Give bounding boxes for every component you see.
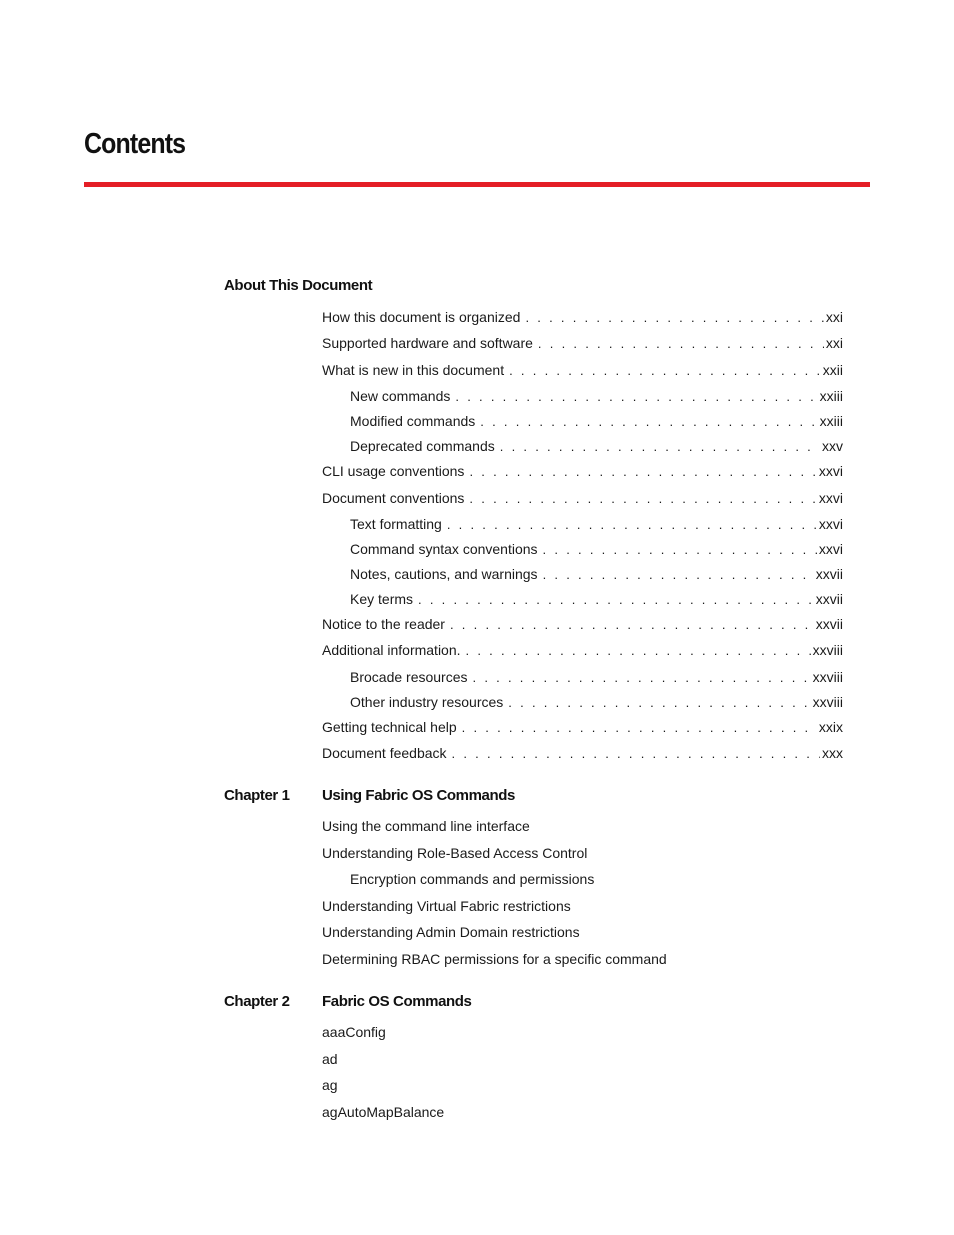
toc-entry-label: Document conventions: [322, 490, 465, 506]
toc-entry-label: How this document is organized: [322, 309, 521, 325]
toc-entry-label: Notes, cautions, and warnings: [350, 566, 538, 582]
toc-entry-technical-help[interactable]: [322, 718, 843, 737]
toc-entry-page: xxx: [822, 745, 843, 761]
toc-entry-how-organized[interactable]: [322, 308, 843, 327]
toc-entry-additional-info[interactable]: [322, 641, 843, 660]
leader-dots: [509, 362, 821, 380]
toc-entry-ad[interactable]: ad: [322, 1051, 338, 1067]
toc-entry-page: xxviii: [812, 669, 843, 685]
toc-entry-command-syntax[interactable]: [350, 540, 843, 559]
toc-entry-label: CLI usage conventions: [322, 463, 465, 479]
toc-entry-page: xxix: [818, 719, 843, 735]
toc-entry-cli[interactable]: Using the command line interface: [322, 818, 530, 834]
leader-dots: [455, 388, 817, 406]
toc-entry-doc-conventions[interactable]: [322, 489, 843, 508]
toc-entry-whats-new[interactable]: [322, 361, 843, 380]
leader-dots: [525, 309, 823, 327]
toc-entry-cli-usage[interactable]: [322, 462, 843, 481]
leader-dots: [480, 413, 817, 431]
leader-dots: [473, 669, 811, 687]
chapter-1-title[interactable]: Using Fabric OS Commands: [322, 787, 515, 804]
toc-entry-brocade-resources[interactable]: [350, 668, 843, 687]
toc-entry-label: Additional information.: [322, 642, 461, 658]
toc-entry-label: Supported hardware and software: [322, 335, 533, 351]
toc-entry-notice-reader[interactable]: [322, 615, 843, 634]
toc-entry-page: xxvii: [815, 591, 843, 607]
toc-entry-modified-commands[interactable]: [350, 412, 843, 431]
leader-dots: [543, 541, 817, 559]
toc-entry-label: Text formatting: [350, 516, 442, 532]
toc-entry-label: Brocade resources: [350, 669, 468, 685]
leader-dots: [466, 642, 811, 660]
toc-entry-page: xxviii: [812, 694, 843, 710]
toc-entry-admin-domain[interactable]: Understanding Admin Domain restrictions: [322, 924, 580, 940]
leader-dots: [508, 694, 810, 712]
page-title: Contents: [84, 128, 186, 160]
toc-entry-page: xxii: [822, 362, 843, 378]
toc-entry-text-formatting[interactable]: [350, 515, 843, 534]
toc-entry-other-resources[interactable]: [350, 693, 843, 712]
toc-entry-encryption[interactable]: Encryption commands and permissions: [350, 871, 595, 887]
toc-entry-label: Document feedback: [322, 745, 447, 761]
chapter-2-label: Chapter 2: [224, 993, 290, 1010]
leader-dots: [447, 516, 817, 534]
toc-entry-label: New commands: [350, 388, 451, 404]
chapter-1-label: Chapter 1: [224, 787, 290, 804]
toc-entry-rbac[interactable]: Understanding Role-Based Access Control: [322, 845, 588, 861]
toc-entry-page: xxiii: [819, 413, 843, 429]
toc-entry-label: Getting technical help: [322, 719, 457, 735]
toc-entry-label: Notice to the reader: [322, 616, 445, 632]
leader-dots: [469, 463, 816, 481]
toc-entry-supported-hw[interactable]: [322, 334, 843, 353]
leader-dots: [500, 438, 820, 456]
toc-entry-label: Modified commands: [350, 413, 476, 429]
toc-entry-label: Key terms: [350, 591, 414, 607]
toc-entry-notes-cautions[interactable]: [350, 565, 843, 584]
leader-dots: [450, 616, 814, 634]
toc-entry-ag[interactable]: ag: [322, 1077, 338, 1093]
toc-entry-page: xxvii: [815, 566, 843, 582]
leader-dots: [418, 591, 814, 609]
toc-entry-key-terms[interactable]: [350, 590, 843, 609]
toc-entry-rbac-permissions[interactable]: Determining RBAC permissions for a specific command: [322, 951, 667, 967]
toc-entry-new-commands[interactable]: [350, 387, 843, 406]
toc-entry-aaaconfig[interactable]: aaaConfig: [322, 1024, 386, 1040]
toc-entry-agautomapbalance[interactable]: agAutoMapBalance: [322, 1104, 445, 1120]
toc-entry-deprecated-commands[interactable]: [350, 437, 843, 456]
toc-entry-page: xxvi: [818, 463, 843, 479]
leader-dots: [543, 566, 814, 584]
toc-entry-page: xxiii: [819, 388, 843, 404]
about-heading: About This Document: [224, 277, 373, 294]
toc-entry-virtual-fabric[interactable]: Understanding Virtual Fabric restrictions: [322, 898, 571, 914]
leader-dots: [452, 745, 820, 763]
leader-dots: [538, 335, 824, 353]
toc-entry-page: xxi: [825, 309, 843, 325]
chapter-2-title[interactable]: Fabric OS Commands: [322, 993, 472, 1010]
toc-entry-page: xxi: [825, 335, 843, 351]
toc-entry-label: Command syntax conventions: [350, 541, 538, 557]
toc-entry-page: xxvi: [818, 541, 843, 557]
toc-entry-doc-feedback[interactable]: [322, 744, 843, 763]
toc-entry-page: xxvii: [815, 616, 843, 632]
toc-entry-page: xxvi: [818, 490, 843, 506]
toc-entry-page: xxvi: [818, 516, 843, 532]
toc-entry-page: xxv: [822, 438, 843, 454]
leader-dots: [462, 719, 817, 737]
toc-entry-label: Deprecated commands: [350, 438, 495, 454]
toc-entry-page: xxviii: [812, 642, 843, 658]
toc-entry-label: Other industry resources: [350, 694, 504, 710]
toc-entry-label: What is new in this document: [322, 362, 505, 378]
leader-dots: [469, 490, 816, 508]
